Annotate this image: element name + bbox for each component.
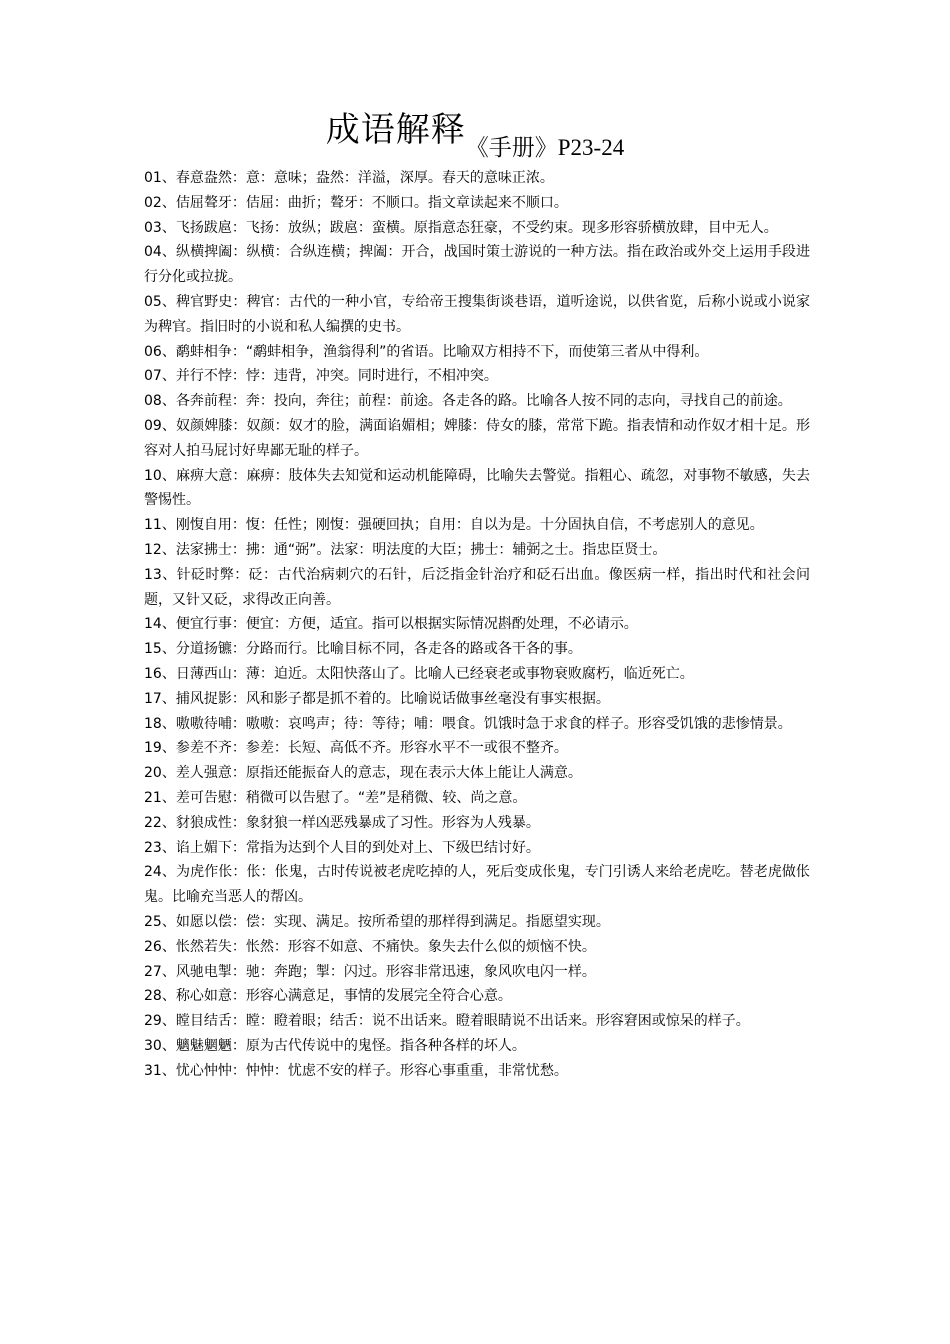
idiom-entry: 25、如愿以偿：偿：实现、满足。按所希望的那样得到满足。指愿望实现。 [144, 913, 610, 930]
idiom-entry: 16、日薄西山：薄：迫近。太阳快落山了。比喻人已经衰老或事物衰败腐朽，临近死亡。 [144, 665, 694, 682]
page-subtitle: 《手册》P23-24 [465, 135, 625, 160]
idiom-entry: 13、针砭时弊：砭：古代治病刺穴的石针，后泛指金针治疗和砭石出血。像医病一样，指出时代和社会问题，又针又砭，求得改正向善。 [144, 566, 810, 608]
idiom-entry: 19、参差不齐：参差：长短、高低不齐。形容水平不一或很不整齐。 [144, 740, 568, 757]
idiom-entry: 07、并行不悖：悖：违背，冲突。同时进行，不相冲突。 [144, 368, 498, 385]
idiom-entry: 21、差可告慰：稍微可以告慰了。“差”是稍微、较、尚之意。 [144, 789, 527, 806]
idiom-entry: 29、瞠目结舌：瞠：瞪着眼；结舌：说不出话来。瞪着眼睛说不出话来。形容窘困或惊呆的样子。 [144, 1013, 750, 1030]
idiom-list [144, 166, 810, 1083]
idiom-entry: 11、刚愎自用：愎：任性；刚愎：强硬回执；自用：自以为是。十分固执自信，不考虑别人的意见。 [144, 517, 764, 534]
idiom-entry: 05、稗官野史：稗官：古代的一种小官，专给帝王搜集街谈巷语，道听途说，以供省览，后称小说或小说家为稗官。指旧时的小说和私人编撰的史书。 [144, 293, 810, 335]
idiom-entry: 09、奴颜婢膝：奴颜：奴才的脸，满面谄媚相；婢膝：侍女的膝，常常下跪。指表情和动作奴才相十足。形容对人拍马屁讨好卑鄙无耻的样子。 [144, 417, 810, 459]
idiom-entry: 26、怅然若失：怅然：形容不如意、不痛快。象失去什么似的烦恼不快。 [144, 938, 596, 955]
idiom-entry: 23、谄上媚下：常指为达到个人目的到处对上、下级巴结讨好。 [144, 839, 540, 856]
idiom-entry: 08、各奔前程：奔：投向，奔往；前程：前途。各走各的路。比喻各人按不同的志向，寻找自己的前途。 [144, 393, 792, 410]
idiom-entry: 27、风驰电掣：驰：奔跑；掣：闪过。形容非常迅速，象风吹电闪一样。 [144, 963, 596, 980]
idiom-entry: 03、飞扬跋扈：飞扬：放纵；跋扈：蛮横。原指意态狂豪，不受约束。现多形容骄横放肆，目中无人。 [144, 219, 778, 236]
idiom-entry: 15、分道扬镳：分路而行。比喻目标不同，各走各的路或各干各的事。 [144, 641, 582, 658]
idiom-entry: 20、差人强意：原指还能振奋人的意志，现在表示大体上能让人满意。 [144, 765, 582, 782]
title-row [0, 102, 950, 160]
idiom-entry: 04、纵横捭阖：纵横：合纵连横；捭阖：开合，战国时策士游说的一种方法。指在政治或外交上运用手段进行分化或拉拢。 [144, 244, 810, 286]
idiom-entry: 28、称心如意：形容心满意足，事情的发展完全符合心意。 [144, 988, 512, 1005]
idiom-entry: 02、佶屈聱牙：佶屈：曲折；聱牙：不顺口。指文章读起来不顺口。 [144, 194, 568, 211]
idiom-entry: 01、春意盎然：意：意味；盎然：洋溢，深厚。春天的意味正浓。 [144, 170, 554, 186]
page-title: 成语解释 [325, 110, 466, 150]
idiom-entry: 10、麻痹大意：麻痹：肢体失去知觉和运动机能障碍，比喻失去警觉。指粗心、疏忽，对事物不敏感，失去警惕性。 [144, 467, 810, 509]
idiom-entry: 14、便宜行事：便宜：方便，适宜。指可以根据实际情况斟酌处理，不必请示。 [144, 616, 638, 633]
idiom-entry: 12、法家拂士：拂：通“弼”。法家：明法度的大臣；拂士：辅弼之士。指忠臣贤士。 [144, 541, 667, 558]
idiom-entry: 24、为虎作伥：伥：伥鬼，古时传说被老虎吃掉的人，死后变成伥鬼，专门引诱人来给老虎吃。替老虎做伥鬼。比喻充当恶人的帮凶。 [144, 864, 810, 906]
idiom-entry: 31、忧心忡忡：忡忡：忧虑不安的样子。形容心事重重，非常忧愁。 [144, 1062, 568, 1079]
idiom-entry: 22、豺狼成性：象豺狼一样凶恶残暴成了习性。形容为人残暴。 [144, 814, 540, 831]
idiom-entry: 18、嗷嗷待哺：嗷嗷：哀鸣声；待：等待；哺：喂食。饥饿时急于求食的样子。形容受饥饿的悲惨情景。 [144, 715, 792, 732]
idiom-entry: 30、魑魅魍魉：原为古代传说中的鬼怪。指各种各样的坏人。 [144, 1037, 526, 1054]
idiom-entry: 17、捕风捉影：风和影子都是抓不着的。比喻说话做事丝毫没有事实根据。 [144, 690, 610, 707]
idiom-entry: 06、鹬蚌相争：“鹬蚌相争，渔翁得利”的省语。比喻双方相持不下，而使第三者从中得利。 [144, 343, 709, 360]
